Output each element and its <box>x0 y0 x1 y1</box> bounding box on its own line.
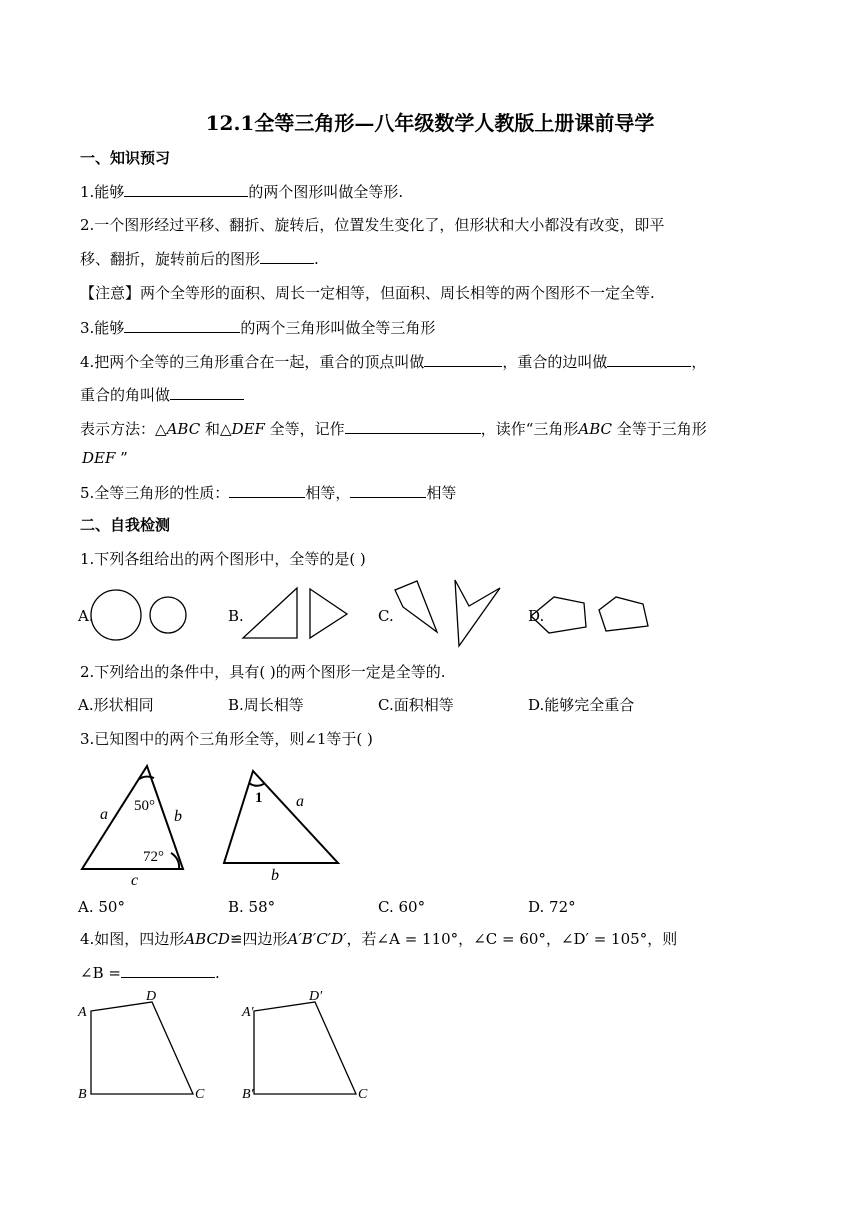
q2-option-a[interactable]: A.形状相同 <box>78 696 154 714</box>
q2-period: . <box>314 250 319 268</box>
q4-text-a: 4.把两个全等的三角形重合在一起，重合的顶点叫做 <box>80 353 425 371</box>
vertex-b-prime: B′ <box>242 1087 254 1102</box>
label-a-right: a <box>296 793 304 810</box>
angle-a-value: ∠A = 110° <box>376 930 459 948</box>
quadrilateral-abcd <box>91 1002 193 1094</box>
label-c-left: c <box>131 872 139 889</box>
option-b-label: B. <box>228 607 244 625</box>
q1-text-before: 1.能够 <box>80 183 125 201</box>
check-question-2: 2.下列给出的条件中，具有( )的两个图形一定是全等的. <box>80 663 446 681</box>
q5-text-b: 相等， <box>305 484 351 502</box>
vertex-d-prime: D′ <box>309 989 323 1004</box>
q5-text-c: 相等 <box>426 484 457 502</box>
angle-b-label: ∠B = <box>80 964 121 982</box>
q4-text-d: 重合的角叫做 <box>80 386 171 404</box>
and-text: 和 <box>200 420 220 438</box>
q4-comma: ， <box>545 930 561 948</box>
vertex-a-prime: A′ <box>242 1005 254 1020</box>
q3-option-c[interactable]: C. 60° <box>378 898 426 916</box>
check-question-3: 3.已知图中的两个三角形全等，则∠1等于( ) <box>80 730 373 748</box>
q5-text-a: 5.全等三角形的性质： <box>80 484 230 502</box>
q4-text-b: ，若 <box>346 930 377 948</box>
label-angle-72: 72° <box>143 849 164 865</box>
angle-c-value: ∠C = 60° <box>473 930 546 948</box>
vertex-d: D <box>146 989 157 1004</box>
vertex-a: A <box>78 1005 87 1020</box>
triangle-def: DEF <box>82 449 116 467</box>
notation-text-d: 全等于三角形 <box>611 420 707 438</box>
label-angle-1: 1 <box>255 790 263 806</box>
q2-option-c[interactable]: C.面积相等 <box>378 696 454 714</box>
triangle-symbol: △ <box>219 420 232 438</box>
label-b-left: b <box>174 808 182 825</box>
notation-label: 表示方法： <box>80 420 156 438</box>
label-angle-50: 50° <box>134 798 155 814</box>
angle-d-prime-value: ∠D′ = 105° <box>560 930 648 948</box>
q4-period: . <box>214 964 220 982</box>
q4-text-c: ， <box>691 353 707 371</box>
vertex-c-prime: C <box>358 1087 368 1102</box>
section-heading-preview: 一、知识预习 <box>80 149 171 167</box>
quad-abcd: ABCD <box>184 930 230 948</box>
quadrilateral-abcd-prime <box>254 1002 356 1094</box>
label-b-right: b <box>271 867 279 884</box>
vertex-c: C <box>195 1087 205 1102</box>
notation-text-b: 全等，记作 <box>264 420 345 438</box>
q4-congruent-text: ≌四边形 <box>229 930 288 948</box>
q4-text-a: 4.如图，四边形 <box>80 930 185 948</box>
note-text: 【注意】两个全等形的面积、周长一定相等，但面积、周长相等的两个图形不一定全等. <box>80 284 655 302</box>
label-a-left: a <box>100 806 108 823</box>
option-c-label: C. <box>378 607 394 625</box>
section-heading-check: 二、自我检测 <box>80 516 171 534</box>
quote-end: ” <box>115 449 128 467</box>
quad-abcd-prime: A′B′C′D′ <box>287 930 347 948</box>
vertex-b: B <box>78 1087 87 1102</box>
q2-text: 移、翻折，旋转前后的图形 <box>80 250 261 268</box>
q3-option-d[interactable]: D. 72° <box>528 898 576 916</box>
q3-text-after: 的两个三角形叫做全等三角形 <box>240 319 436 337</box>
check-question-1: 1.下列各组给出的两个图形中，全等的是( ) <box>80 550 366 568</box>
option-d-label: D. <box>528 607 545 625</box>
option-a-label: A. <box>78 607 94 625</box>
q2-option-b[interactable]: B.周长相等 <box>228 696 304 714</box>
page-title: 12.1全等三角形—八年级数学人教版上册课前导学 <box>205 111 655 135</box>
q1-text-after: 的两个图形叫做全等形. <box>248 183 404 201</box>
q4-text-b: ，重合的边叫做 <box>502 353 608 371</box>
q4-comma: ， <box>458 930 474 948</box>
preview-question-2-line-1: 2.一个图形经过平移、翻折、旋转后，位置发生变化了，但形状和大小都没有改变，即平 <box>80 216 665 234</box>
notation-text-c: ，读作“三角形 <box>480 420 579 438</box>
triangle-abc: ABC <box>578 420 612 438</box>
q3-text-before: 3.能够 <box>80 319 125 337</box>
q4-text-e: ，则 <box>647 930 678 948</box>
triangle-abc: ABC <box>166 420 201 438</box>
q3-option-b[interactable]: B. 58° <box>228 898 276 916</box>
q3-option-a[interactable]: A. 50° <box>78 898 125 916</box>
triangle-def: DEF <box>231 420 265 438</box>
q2-option-d[interactable]: D.能够完全重合 <box>528 696 635 714</box>
triangle-symbol: △ <box>155 420 167 438</box>
